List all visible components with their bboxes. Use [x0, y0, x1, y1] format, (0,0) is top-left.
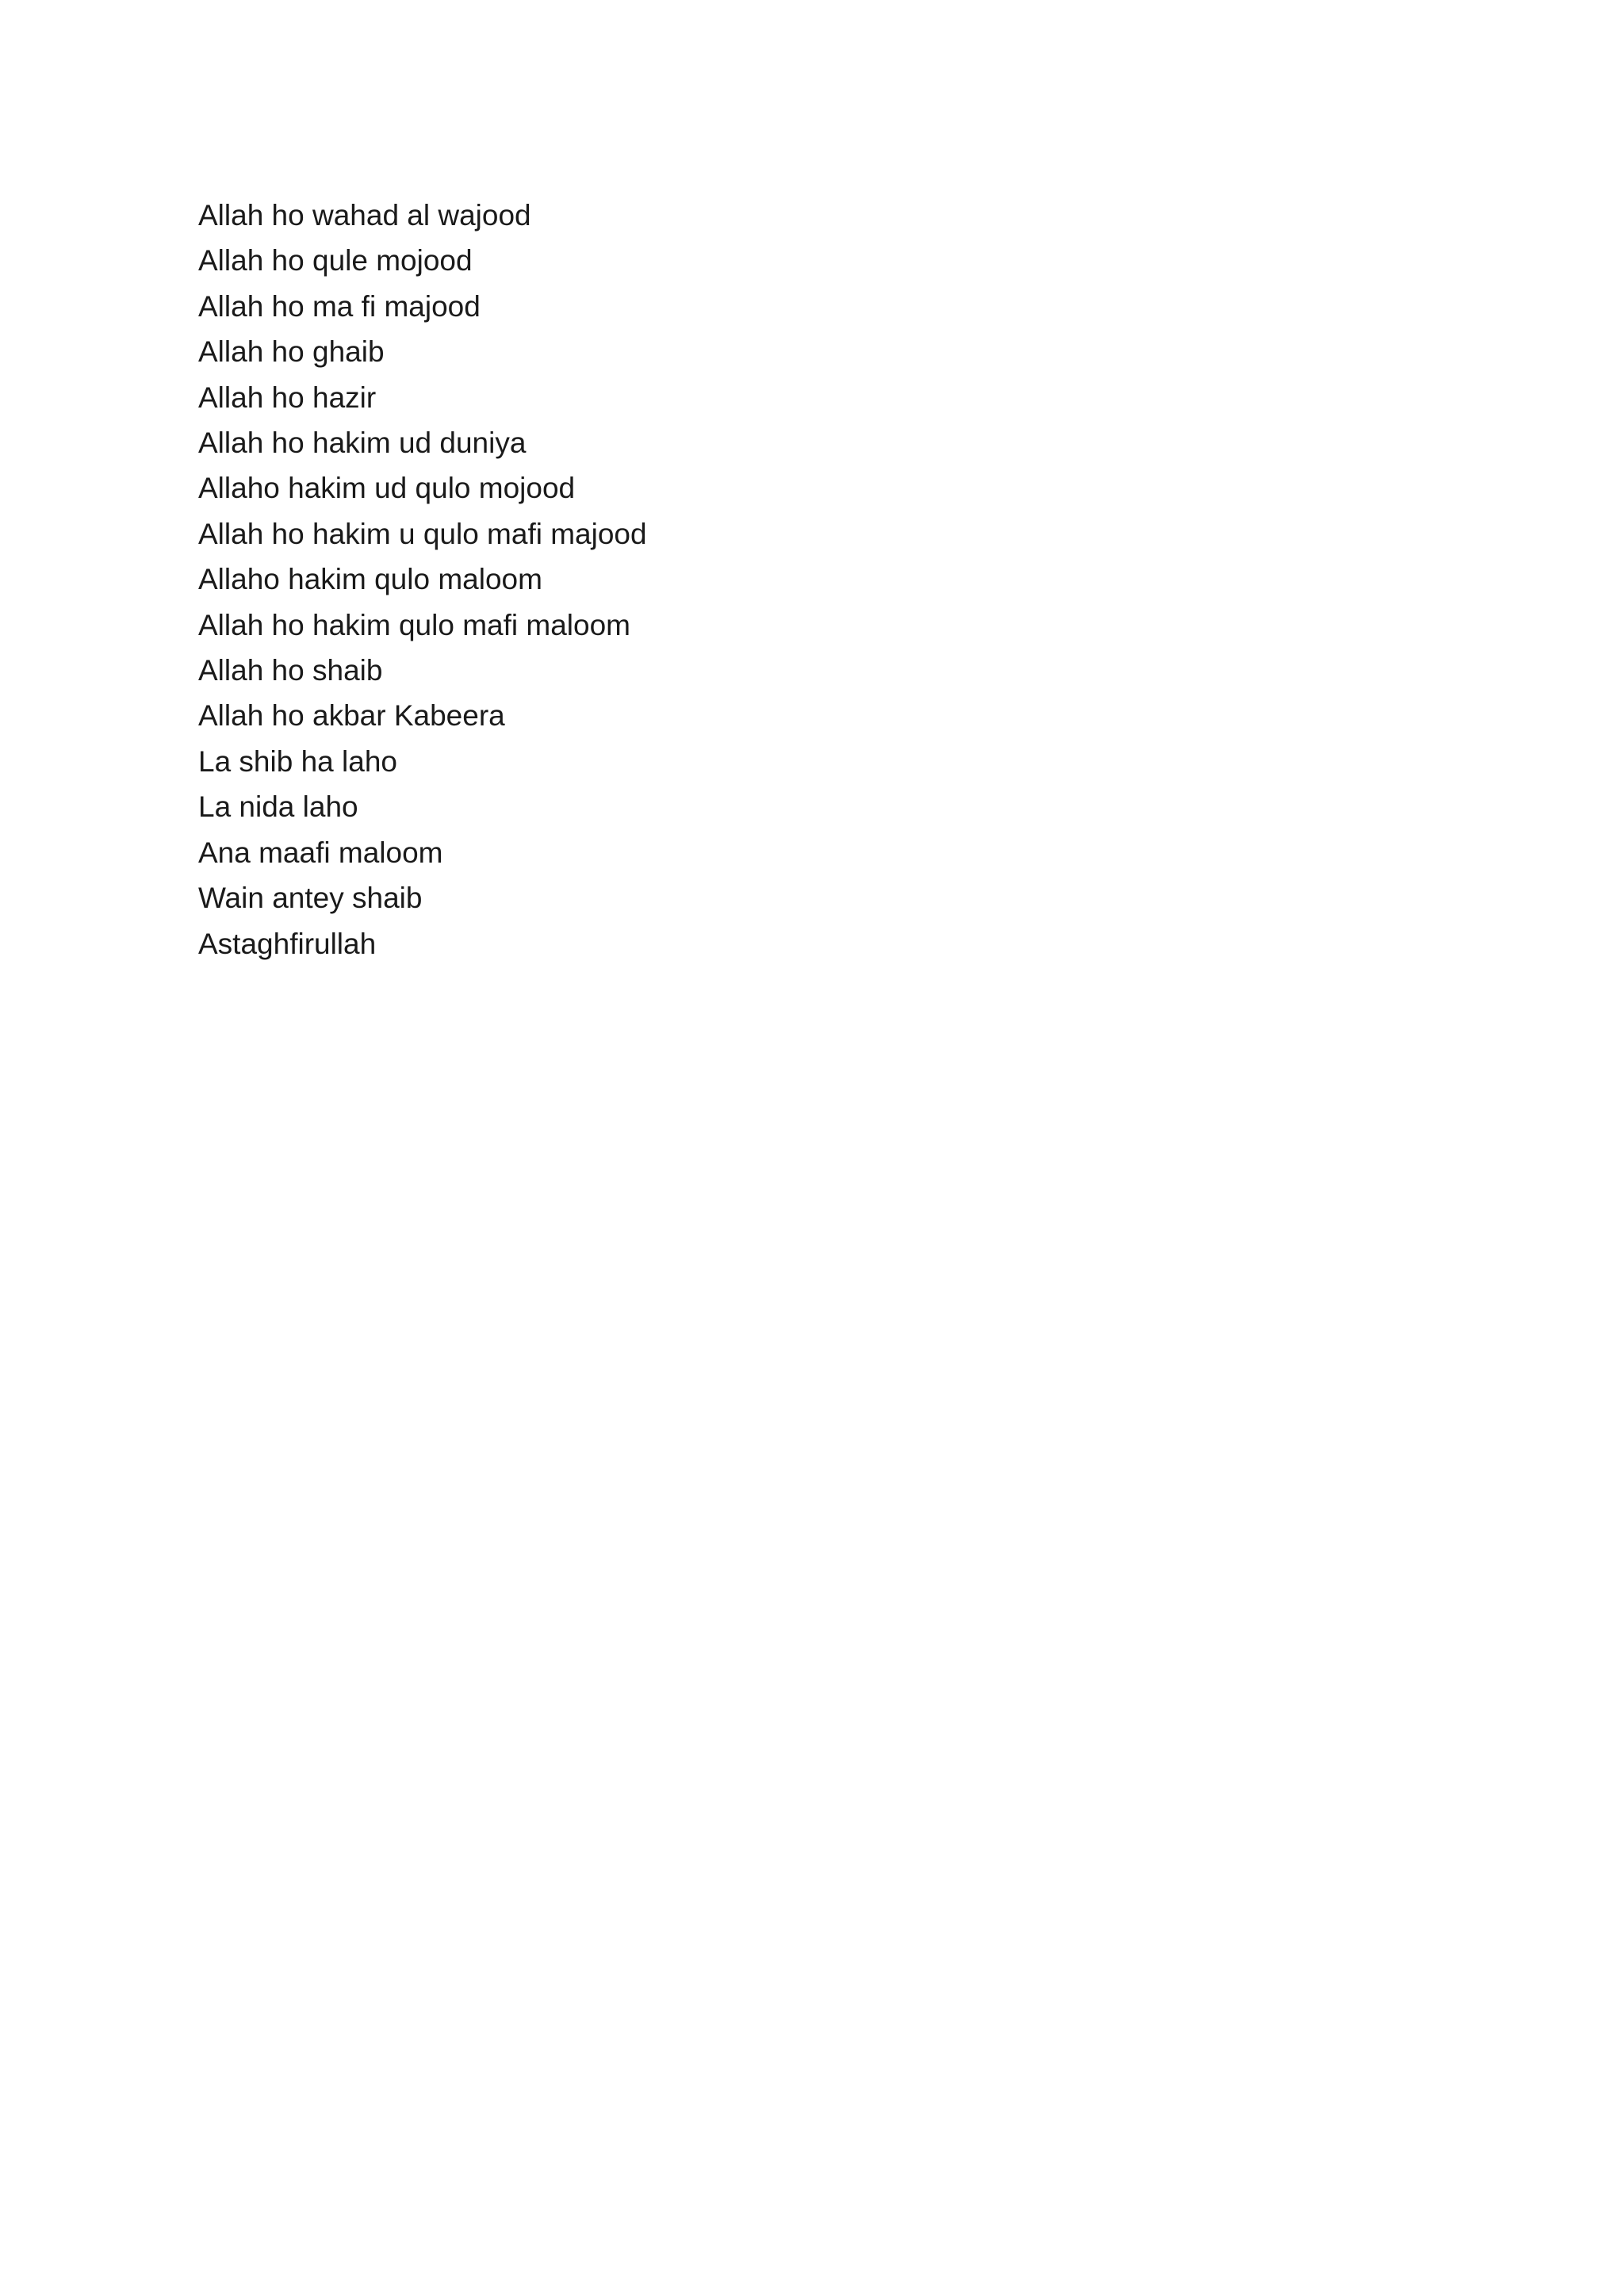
text-line: Allah ho hazir	[198, 381, 377, 414]
text-line: Allah ho ghaib	[198, 335, 385, 369]
text-line: Allaho hakim ud qulo mojood	[198, 472, 576, 505]
text-line: Allah ho qule mojood	[198, 244, 473, 277]
text-line: Allah ho hakim ud duniya	[198, 427, 527, 460]
text-line: Allah ho ma fi majood	[198, 289, 481, 323]
text-line: Allah ho hakim qulo mafi maloom	[198, 608, 630, 641]
text-line: La nida laho	[198, 790, 358, 824]
text-line: La shib ha laho	[198, 744, 397, 778]
text-line: Ana maafi maloom	[198, 836, 443, 869]
text-line: Allah ho wahad al wajood	[198, 199, 531, 232]
text-line: Astaghfirullah	[198, 927, 377, 960]
text-line: Allah ho akbar Kabeera	[198, 699, 505, 733]
text-line: Allah ho shaib	[198, 654, 383, 687]
text-line: Allaho hakim qulo maloom	[198, 563, 542, 596]
text-line: Wain antey shaib	[198, 882, 423, 915]
text-lines	[198, 193, 647, 966]
text-line: Allah ho hakim u qulo mafi majood	[198, 517, 647, 550]
